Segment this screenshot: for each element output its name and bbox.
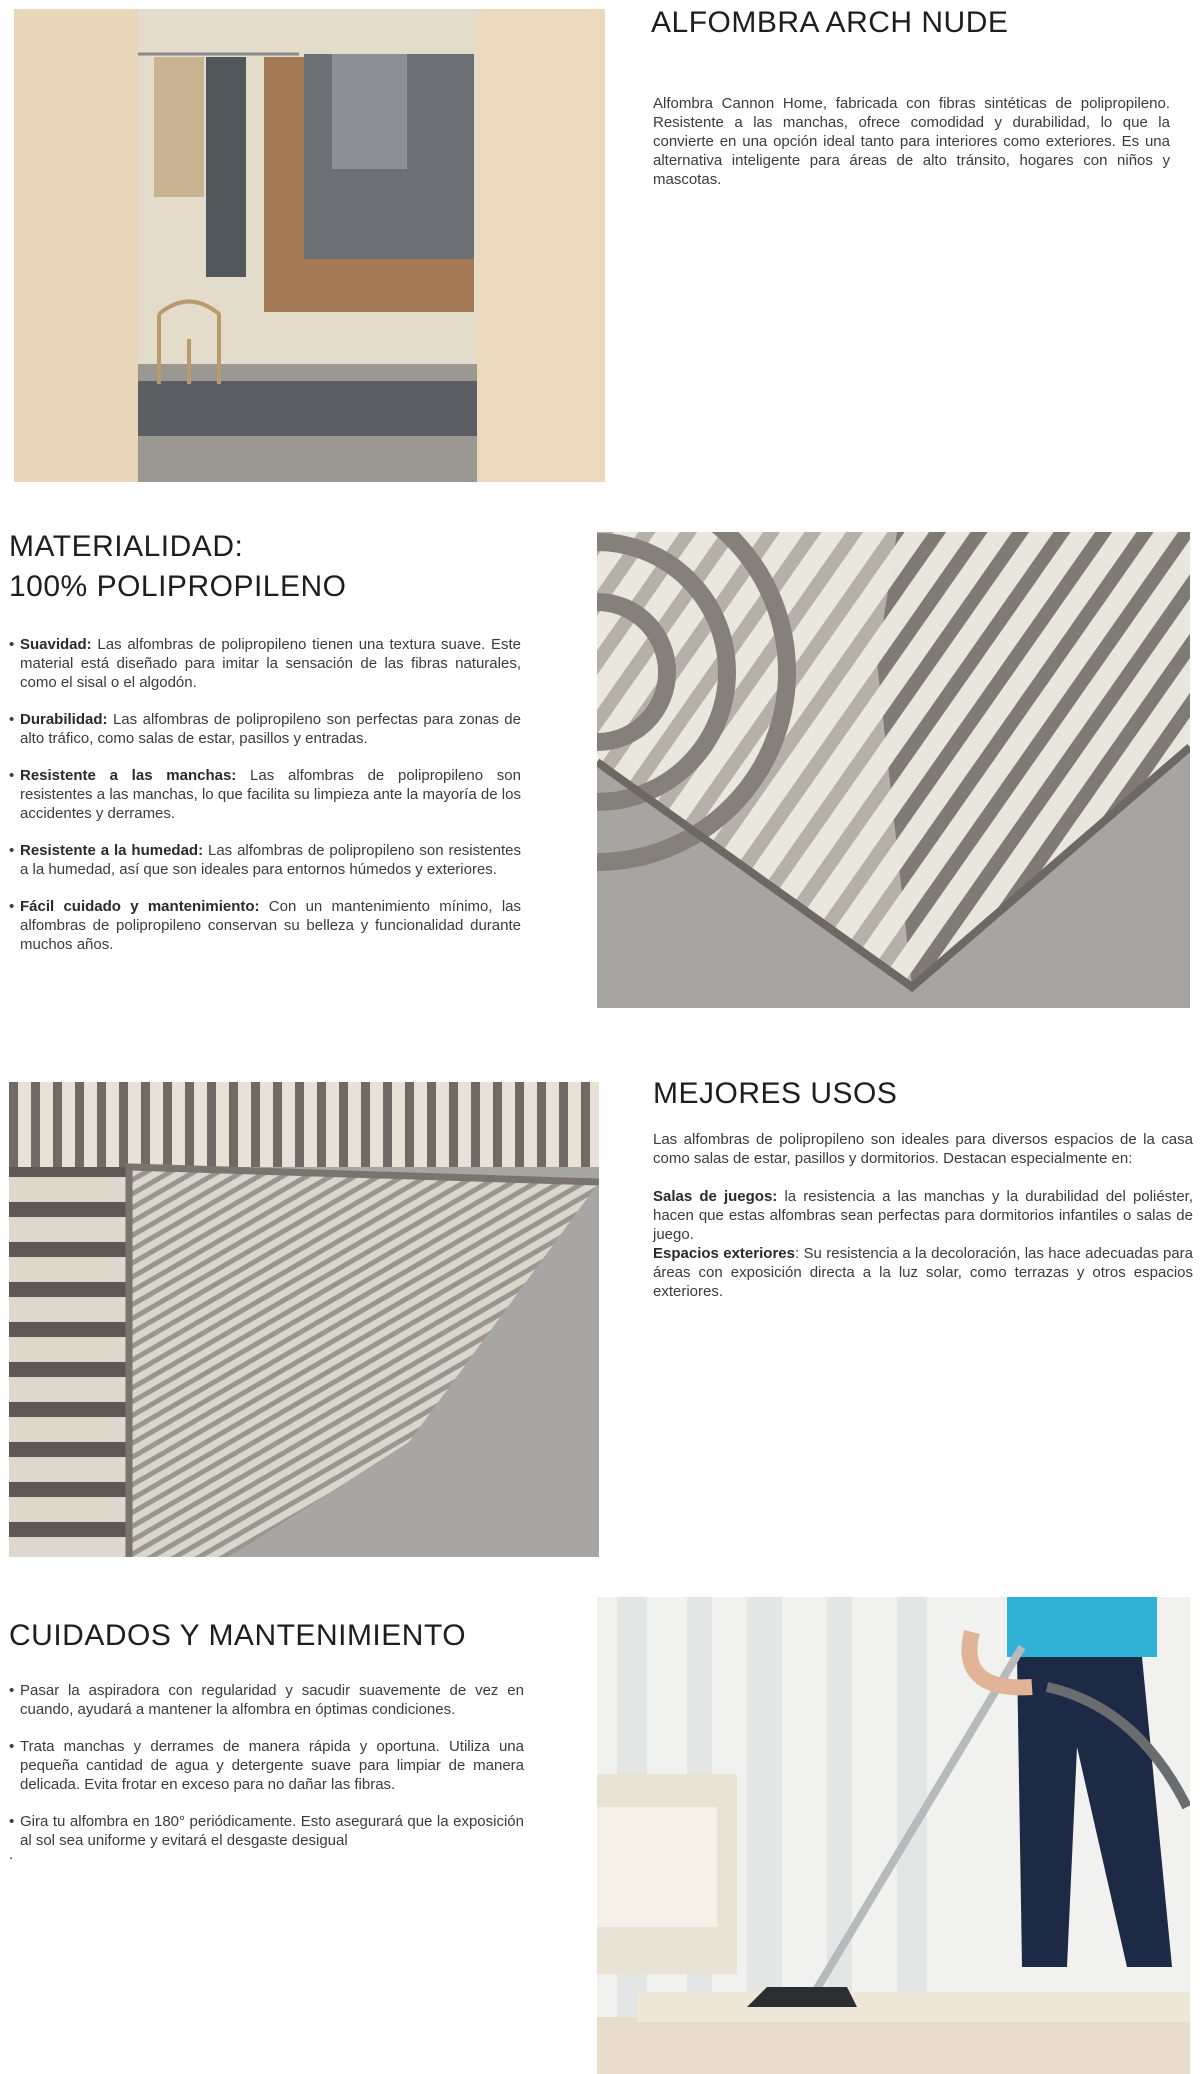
list-item: • Gira tu alfombra en 180° periódicamente. Esto asegurará que la exposición al sol sea uniforme y evitará el desgaste desigual [9,1812,524,1850]
list-item: • Resistente a la humedad: Las alfombras de polipropileno son resistentes a la humedad, así que son ideales para entornos húmedos y exteriores. [9,841,521,879]
list-item: • Fácil cuidado y mantenimiento: Con un mantenimiento mínimo, las alfombras de polipropileno conservan su belleza y funcionalidad durante muchos años. [9,897,521,954]
best-uses-title: MEJORES USOS [653,1077,898,1110]
care-trailing-dot: . [9,1846,14,1863]
rug-folded-photo [9,1082,599,1557]
use-item-playrooms: Salas de juegos: la resistencia a las manchas y la durabilidad del poliéster, hacen que estas alfombras sean perfectas para dormitorios infantiles o salas de juego. [653,1188,1194,1243]
vacuum-cleaning-photo [597,1597,1190,2074]
use-item-outdoors: Espacios exteriores: Su resistencia a la decoloración, las hace adecuadas para áreas con exposición directa a la luz solar, como terrazas y otros espacios exteriores. [653,1245,1193,1300]
product-description: Alfombra Cannon Home, fabricada con fibras sintéticas de polipropileno. Resistente a las manchas, ofrece comodidad y durabilidad, lo que la convierte en una opción ideal tanto para interiores como exteriores. Es una alternativa inteligente para áreas de alto tránsito, hogares con niños y mascotas. [653,95,1170,188]
list-item: • Trata manchas y derrames de manera rápida y oportuna. Utiliza una pequeña cantidad de agua y detergente suave para limpiar de manera delicada. Evita frotar en exceso para no dañar las fibras. [9,1737,524,1794]
care-title: CUIDADOS Y MANTENIMIENTO [9,1619,467,1652]
materiality-list [9,635,521,972]
best-uses-content [653,1130,1193,1301]
list-item: • Durabilidad: Las alfombras de polipropileno son perfectas para zonas de alto tráfico, como salas de estar, pasillos y entradas. [9,710,521,748]
best-uses-intro: Las alfombras de polipropileno son ideales para diversos espacios de la casa como salas de estar, pasillos y dormitorios. Destacan especialmente en: [653,1131,1193,1167]
materiality-title-line2: 100% POLIPROPILENO [9,570,347,603]
list-item: • Resistente a las manchas: Las alfombras de polipropileno son resistentes a las manchas, lo que facilita su limpieza ante la mayoría de los accidentes y derrames. [9,766,521,823]
product-title: ALFOMBRA ARCH NUDE [651,6,1009,39]
materiality-title [9,527,346,607]
list-item: • Pasar la aspiradora con regularidad y sacudir suavemente de vez en cuando, ayudará a mantener la alfombra en óptimas condiciones. [9,1681,524,1719]
care-list [9,1681,524,1850]
list-item: • Suavidad: Las alfombras de polipropileno tienen una textura suave. Este material está diseñado para imitar la sensación de las fibras naturales, como el sisal o el algodón. [9,635,521,692]
materiality-title-line1: MATERIALIDAD: [9,530,244,563]
rug-corner-photo [597,532,1190,1008]
hanging-rugs-photo [14,9,605,482]
